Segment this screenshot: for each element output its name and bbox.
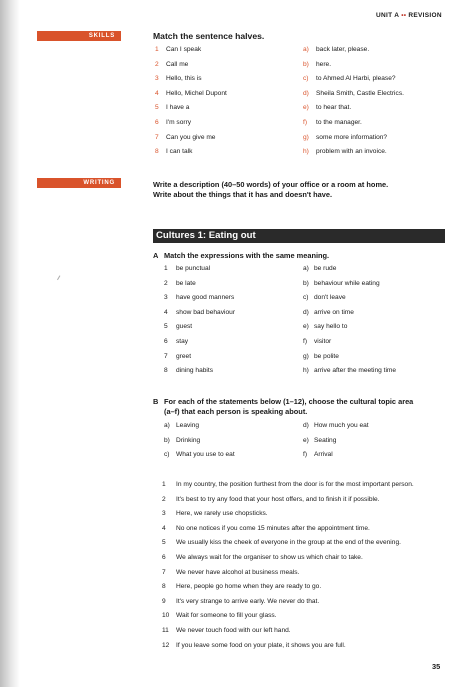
statement-item-text: If you leave some food on your plate, it shows you are full. [176, 641, 346, 649]
topic-right-item-marker: f) [303, 451, 308, 459]
section-a-right-item-marker: b) [303, 279, 309, 287]
section-a-right-item-text: behaviour while eating [314, 279, 380, 287]
section-b-title-line-1: For each of the statements below (1–12), choose the cultural topic area [164, 397, 414, 406]
section-a-left-item-marker: 1 [164, 265, 168, 272]
statement-item-marker: 1 [162, 481, 166, 488]
section-a-right-item-text: arrive on time [314, 308, 354, 316]
statement-item-text: In my country, the position furthest from the door is for the most important person. [176, 481, 414, 488]
statement-item-text: It's very strange to arrive early. We never do that. [176, 597, 320, 605]
section-a-right-item-text: arrive after the meeting time [314, 367, 397, 375]
topic-left-item-marker: c) [164, 451, 170, 459]
statement-item-marker: 6 [162, 554, 166, 561]
topic-left-item-marker: b) [164, 436, 170, 444]
section-label: REVISION [408, 12, 442, 19]
topic-left-item-text: Drinking [176, 436, 201, 444]
section-a-right-item-text: be rude [314, 265, 337, 272]
section-a-left-item-marker: 5 [164, 323, 168, 331]
section-b-title [164, 397, 413, 417]
topic-right-item-marker: e) [303, 436, 309, 444]
topic-right-item-text: Arrival [314, 451, 333, 459]
skills-right-item-text: problem with an invoice. [316, 148, 387, 156]
statement-item-text: We usually kiss the cheek of everyone in the group at the end of the evening. [176, 539, 401, 547]
section-a-right-item-marker: h) [303, 367, 309, 375]
skills-right-item-text: back later, please. [316, 46, 370, 53]
statement-item-marker: 2 [162, 495, 166, 503]
statement-item-text: Here, people go home when they are ready to go. [176, 583, 322, 591]
skills-left-item-marker: 5 [155, 104, 159, 112]
section-a-left-item-text: be punctual [176, 265, 211, 272]
stray-pen-mark [57, 275, 63, 281]
topic-left-item-text: Leaving [176, 422, 200, 429]
section-a-left-item-text: dining habits [176, 367, 214, 375]
arrow-icon: •• [401, 12, 407, 19]
page-binding-shadow [0, 0, 20, 687]
skills-right-item-text: some more information? [316, 133, 388, 141]
topic-left-item-text: What you use to eat [176, 451, 235, 459]
topic-right-item-text: Seating [314, 436, 337, 444]
skills-left-item-text: I'm sorry [166, 119, 192, 126]
section-a-left-item-marker: 2 [164, 279, 168, 287]
statement-item-marker: 11 [162, 627, 169, 634]
statement-item-marker: 4 [162, 524, 166, 532]
skills-left-item-marker: 1 [155, 46, 159, 53]
section-a-right-item-text: visitor [314, 338, 332, 345]
section-a-letter: A [153, 251, 159, 260]
writing-line-1: Write a description (40–50 words) of your office or a room at home. [153, 180, 389, 189]
skills-right-item-marker: h) [303, 148, 309, 156]
statement-item-text: Wait for someone to fill your glass. [176, 612, 277, 620]
section-a-right-item-marker: c) [303, 294, 309, 302]
section-b-title-line-2: (a–f) that each person is speaking about. [164, 407, 308, 416]
skills-left-item-marker: 4 [155, 89, 159, 97]
section-a-left-item-text: stay [176, 338, 189, 345]
statement-item-marker: 7 [162, 568, 166, 576]
skills-bar: SKILLS [37, 31, 121, 41]
section-a-right-item-marker: f) [303, 338, 308, 345]
statement-item-text: No one notices if you come 15 minutes after the appointment time. [176, 524, 370, 532]
section-a-left-item-marker: 8 [164, 367, 168, 375]
skills-right-item-marker: c) [303, 75, 309, 83]
section-a-right-item-marker: g) [303, 352, 309, 360]
section-a-right-item-marker: a) [303, 265, 309, 272]
skills-right-item-marker: g) [303, 133, 309, 141]
statement-item-text: Here, we rarely use chopsticks. [176, 510, 268, 518]
section-a-left-item-marker: 6 [164, 338, 168, 345]
skills-left-item-text: Can I speak [166, 46, 202, 53]
skills-left-item-marker: 3 [155, 75, 159, 83]
topic-right-item-text: How much you eat [314, 422, 369, 429]
section-a-left-item-text: greet [176, 352, 192, 360]
skills-left-item-text: I can talk [166, 148, 193, 156]
skills-left-item-text: Call me [166, 60, 189, 68]
skills-right-item-text: to the manager. [316, 119, 362, 126]
statement-item-text: It's best to try any food that your host offers, and to finish it if possible. [176, 495, 380, 503]
section-a-left-item-marker: 4 [164, 308, 168, 316]
skills-left-item-marker: 8 [155, 148, 159, 156]
writing-bar: WRITING [37, 178, 121, 188]
section-a-right-item-marker: e) [303, 323, 309, 331]
writing-line-2: Write about the things that it has and doesn't have. [153, 190, 333, 199]
statement-item-marker: 5 [162, 539, 166, 547]
section-a-right-item-text: don't leave [314, 294, 346, 302]
skills-left-item-text: I have a [166, 104, 190, 112]
statement-item-marker: 8 [162, 583, 166, 591]
writing-instructions [153, 180, 443, 200]
skills-right-item-text: here. [316, 60, 332, 68]
skills-right-item-marker: a) [303, 46, 309, 53]
running-header [376, 12, 442, 19]
statement-item-marker: 3 [162, 510, 166, 518]
statement-item-marker: 10 [162, 612, 170, 620]
skills-title: Match the sentence halves. [153, 31, 265, 41]
skills-right-item-marker: f) [303, 119, 308, 126]
skills-right-item-marker: e) [303, 104, 309, 112]
page-number: 35 [432, 662, 441, 671]
skills-left-item-text: Hello, this is [166, 75, 202, 83]
section-a-right-item-text: say hello to [314, 323, 348, 331]
skills-left-item-marker: 7 [155, 133, 159, 141]
section-a-right-item-text: be polite [314, 352, 339, 360]
statement-item-text: We never have alcohol at business meals. [176, 568, 300, 576]
section-a-title: Match the expressions with the same meaning. [164, 251, 330, 260]
statement-item-text: We never touch food with our left hand. [176, 627, 291, 634]
skills-right-item-text: to hear that. [316, 104, 352, 112]
section-a-right-item-marker: d) [303, 308, 309, 316]
statement-item-marker: 12 [162, 641, 170, 649]
skills-left-item-text: Can you give me [166, 133, 216, 141]
section-a-left-item-text: have good manners [176, 294, 235, 302]
section-a-left-item-text: be late [176, 279, 196, 287]
skills-right-item-text: Sheila Smith, Castle Electrics. [316, 89, 404, 97]
skills-right-item-marker: b) [303, 60, 309, 68]
skills-left-item-text: Hello, Michel Dupont [166, 89, 227, 97]
topic-left-item-marker: a) [164, 422, 170, 429]
section-b-letter: B [153, 397, 159, 406]
section-a-left-item-text: guest [176, 323, 193, 331]
section-a-left-item-marker: 3 [164, 294, 168, 302]
cultures-title-bar: Cultures 1: Eating out [153, 229, 445, 243]
statement-item-text: We always wait for the organiser to show us which chair to take. [176, 554, 363, 561]
unit-label: UNIT A [376, 12, 400, 19]
section-a-left-item-text: show bad behaviour [176, 308, 236, 316]
section-a-left-item-marker: 7 [164, 352, 168, 360]
skills-right-item-marker: d) [303, 89, 309, 97]
skills-right-item-text: to Ahmed Al Harbi, please? [316, 75, 396, 83]
statement-item-marker: 9 [162, 597, 166, 605]
skills-left-item-marker: 2 [155, 60, 159, 68]
topic-right-item-marker: d) [303, 422, 309, 429]
skills-left-item-marker: 6 [155, 119, 159, 126]
